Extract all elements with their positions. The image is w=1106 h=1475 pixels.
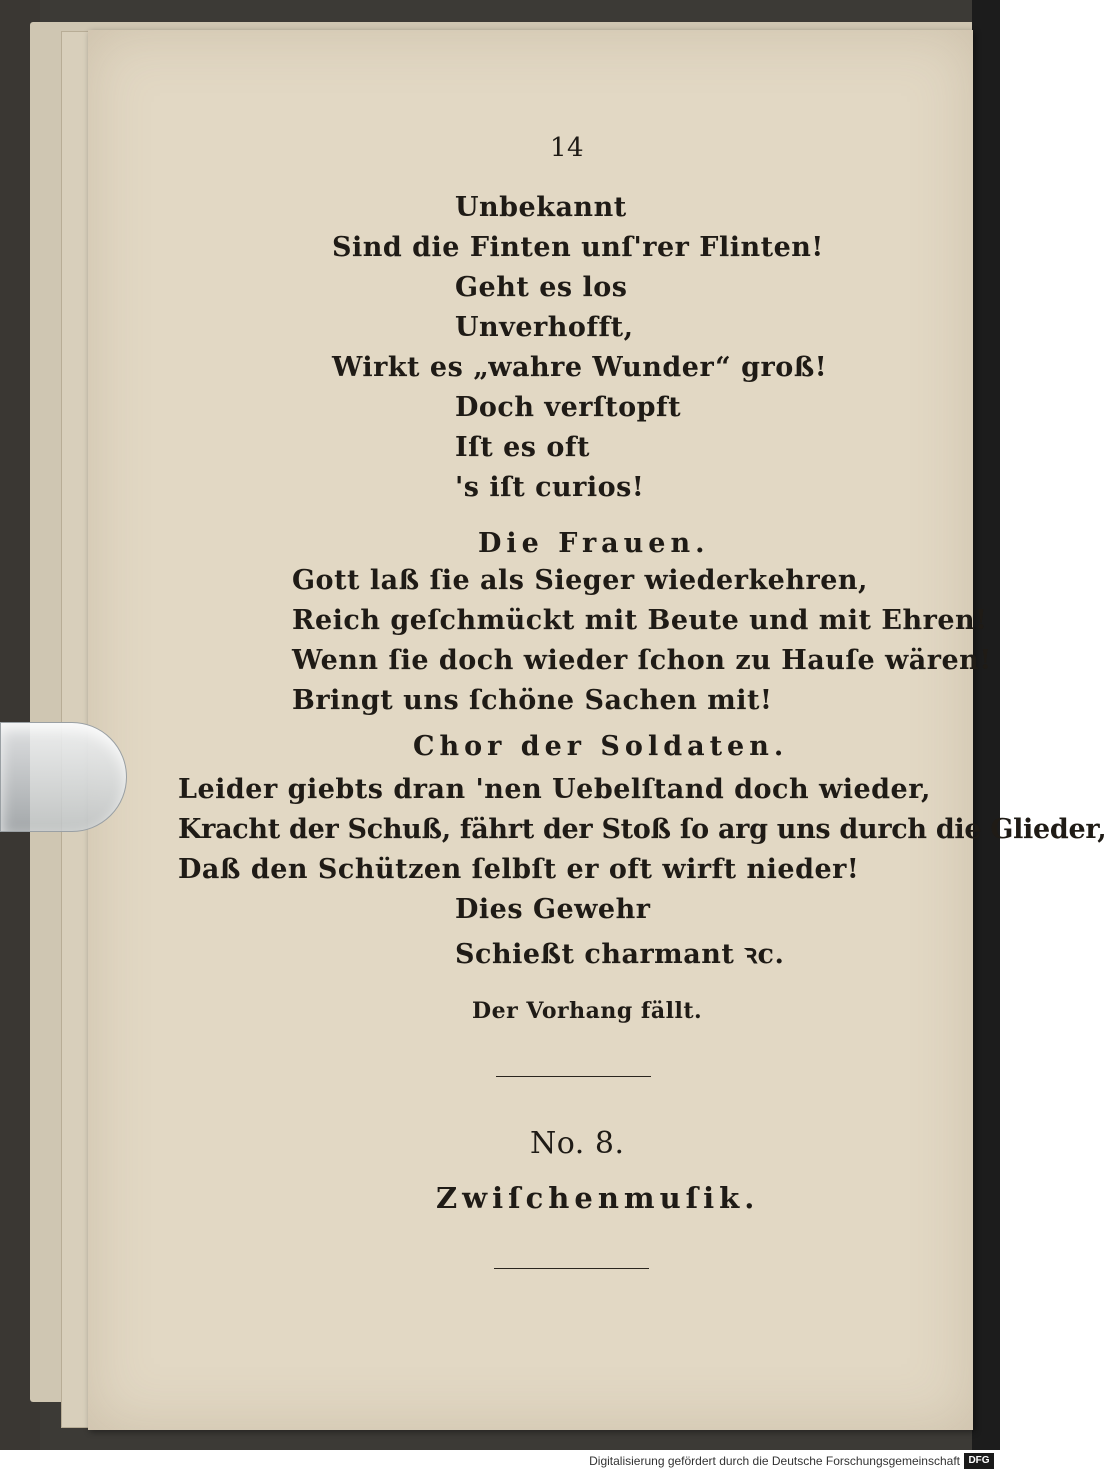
verse-line: Sind die Finten unſ'rer Flinten! bbox=[332, 232, 824, 263]
verse-line: Wirkt es „wahre Wunder“ groß! bbox=[332, 352, 828, 383]
footer-funding-text: Digitalisierung gefördert durch die Deutsche Forschungsgemeinschaft bbox=[589, 1454, 960, 1468]
dfg-logo: DFG bbox=[964, 1453, 994, 1469]
verse-line: Iſt es oft bbox=[455, 432, 590, 463]
footer-bar bbox=[0, 1450, 1000, 1475]
verse-line: Geht es los bbox=[455, 272, 628, 303]
scan-right-margin bbox=[972, 0, 1000, 1450]
verse-line: Daß den Schützen ſelbſt er oft wirft nieder! bbox=[178, 854, 860, 885]
verse-line: Bringt uns ſchöne Sachen mit! bbox=[292, 685, 773, 716]
verse-line: Gott laß ſie als Sieger wiederkehren, bbox=[292, 565, 868, 596]
verse-line: Dies Gewehr bbox=[455, 894, 651, 925]
divider-rule bbox=[494, 1268, 649, 1269]
number-title: Zwiſchenmuſik. bbox=[436, 1181, 760, 1215]
divider-rule bbox=[496, 1076, 651, 1077]
section-heading-chorus: Chor der Soldaten. bbox=[413, 731, 789, 762]
verse-line: Kracht der Schuß, fährt der Stoß ſo arg uns durch die Glieder, bbox=[178, 814, 1106, 845]
verse-line: Reich geſchmückt mit Beute und mit Ehren! bbox=[292, 605, 988, 636]
stage-direction: Der Vorhang fällt. bbox=[472, 998, 703, 1024]
verse-line: Unverhofft, bbox=[455, 312, 634, 343]
verse-line: Doch verſtopft bbox=[455, 392, 682, 423]
verse-line: Leider giebts dran 'nen Uebelſtand doch wieder, bbox=[178, 774, 931, 805]
page-number: 14 bbox=[550, 133, 585, 163]
verse-line: Schießt charmant ꝛc. bbox=[455, 939, 785, 970]
verse-line: 's iſt curios! bbox=[455, 472, 645, 503]
section-heading-women: Die Frauen. bbox=[478, 528, 710, 559]
number-heading: No. 8. bbox=[530, 1126, 625, 1161]
page-clip bbox=[0, 722, 127, 832]
verse-line: Wenn ſie doch wieder ſchon zu Hauſe wären! bbox=[292, 645, 992, 676]
verse-line: Unbekannt bbox=[455, 192, 627, 223]
